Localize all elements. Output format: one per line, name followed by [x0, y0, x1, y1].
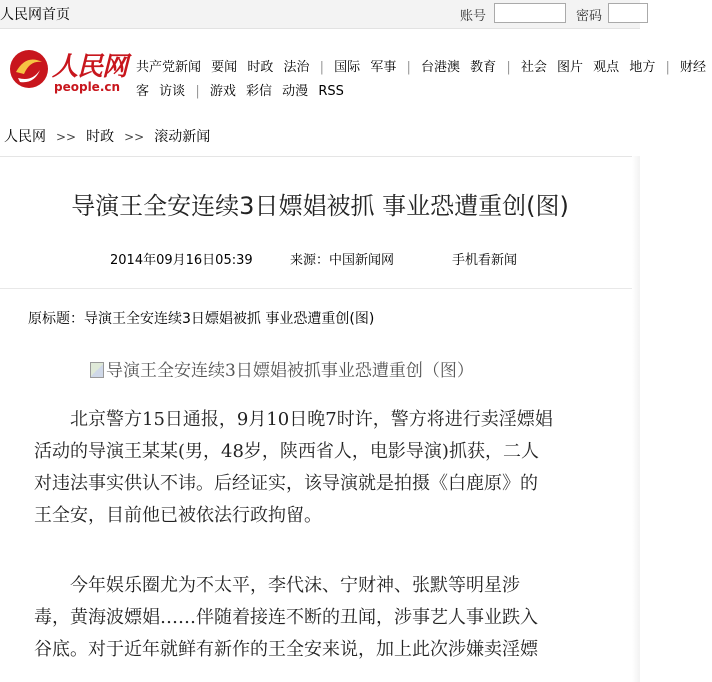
article-source: [290, 249, 394, 268]
nav-item[interactable]: 共产党新闻: [136, 60, 202, 75]
nav-item[interactable]: 法治: [283, 60, 310, 75]
nav-item[interactable]: 观点: [593, 60, 620, 75]
nav-item[interactable]: 台港澳: [421, 60, 461, 75]
original-title: 原标题：导演王全安连续3日嫖娼被抓 事业恐遭重创(图): [28, 311, 375, 327]
nav-item[interactable]: 彩信: [246, 84, 273, 99]
nav-item[interactable]: 时政: [247, 60, 274, 75]
breadcrumb-separator: >>: [56, 130, 77, 144]
breadcrumb-item-rolling-news[interactable]: 滚动新闻: [154, 129, 211, 145]
divider: [0, 288, 640, 289]
divider: [0, 156, 640, 157]
logo-swirl-icon: [8, 48, 50, 90]
source-label: 来源：: [290, 253, 330, 268]
paragraph-line: 对违法事实供认不讳。后经证实，该导演就是拍摄《白鹿原》的: [34, 473, 538, 494]
password-input[interactable]: [608, 3, 648, 23]
article-paragraph-1: [34, 404, 594, 532]
paragraph-line: 毒，黄海波嫖娼……伴随着接连不断的丑闻，涉事艺人事业跌入: [34, 607, 538, 628]
nav-item[interactable]: 访谈: [159, 84, 186, 99]
paragraph-line: 今年娱乐圈尤为不太平，李代沫、宁财神、张默等明星涉: [70, 575, 520, 596]
main-nav-row-2: [136, 80, 646, 99]
paragraph-line: 王全安，目前他已被依法行政拘留。: [34, 505, 322, 526]
breadcrumb-separator: >>: [124, 130, 145, 144]
nav-item[interactable]: 图片: [557, 60, 584, 75]
breadcrumb: [4, 126, 210, 146]
logo-text: 人民网: [52, 52, 128, 82]
nav-item[interactable]: 游戏: [209, 84, 236, 99]
paragraph-line: 活动的导演王某某(男，48岁，陕西省人，电影导演)抓获，二人: [34, 441, 539, 462]
paragraph-line: 谷底。对于近年就鲜有新作的王全安来说，加上此次涉嫌卖淫嫖: [34, 639, 538, 660]
page-edge-shadow: [632, 156, 640, 682]
main-nav-row-1: [136, 56, 707, 75]
article-date: 2014年09月16日05:39: [110, 253, 253, 268]
paragraph-line: 北京警方15日通报，9月10日晚7时许，警方将进行卖淫嫖娼: [70, 409, 553, 430]
broken-image-icon: [90, 362, 104, 378]
nav-item[interactable]: 国际: [334, 60, 361, 75]
source-link[interactable]: 中国新闻网: [329, 253, 395, 268]
nav-item[interactable]: RSS: [318, 84, 344, 99]
nav-item[interactable]: 军事: [370, 60, 397, 75]
top-bar: [0, 0, 640, 29]
nav-item[interactable]: 动漫: [282, 84, 309, 99]
nav-item[interactable]: 要闻: [211, 60, 238, 75]
nav-separator: |: [406, 60, 411, 75]
breadcrumb-item-politics[interactable]: 时政: [86, 129, 115, 145]
mobile-news-link[interactable]: 手机看新闻: [452, 253, 518, 268]
article-image: [90, 356, 474, 381]
nav-separator: |: [195, 84, 200, 99]
account-label: 账号: [460, 9, 487, 24]
logo-domain: people.cn: [54, 80, 121, 94]
password-label: 密码: [576, 9, 603, 24]
account-input[interactable]: [494, 3, 566, 23]
nav-item[interactable]: 地方: [629, 60, 656, 75]
breadcrumb-item-home[interactable]: 人民网: [4, 129, 46, 145]
home-link[interactable]: 人民网首页: [0, 7, 70, 23]
nav-item[interactable]: 财经: [680, 60, 707, 75]
nav-separator: |: [665, 60, 670, 75]
article-title: 导演王全安连续3日嫖娼被抓 事业恐遭重创(图): [71, 192, 569, 220]
article-paragraph-2: [34, 570, 594, 666]
nav-separator: |: [506, 60, 511, 75]
nav-separator: |: [319, 60, 325, 75]
nav-item[interactable]: 教育: [470, 60, 497, 75]
site-logo[interactable]: [8, 46, 128, 96]
nav-item[interactable]: 客: [136, 84, 150, 99]
nav-item[interactable]: 社会: [520, 60, 547, 75]
image-alt-text: 导演王全安连续3日嫖娼被抓事业恐遭重创（图）: [106, 361, 474, 381]
